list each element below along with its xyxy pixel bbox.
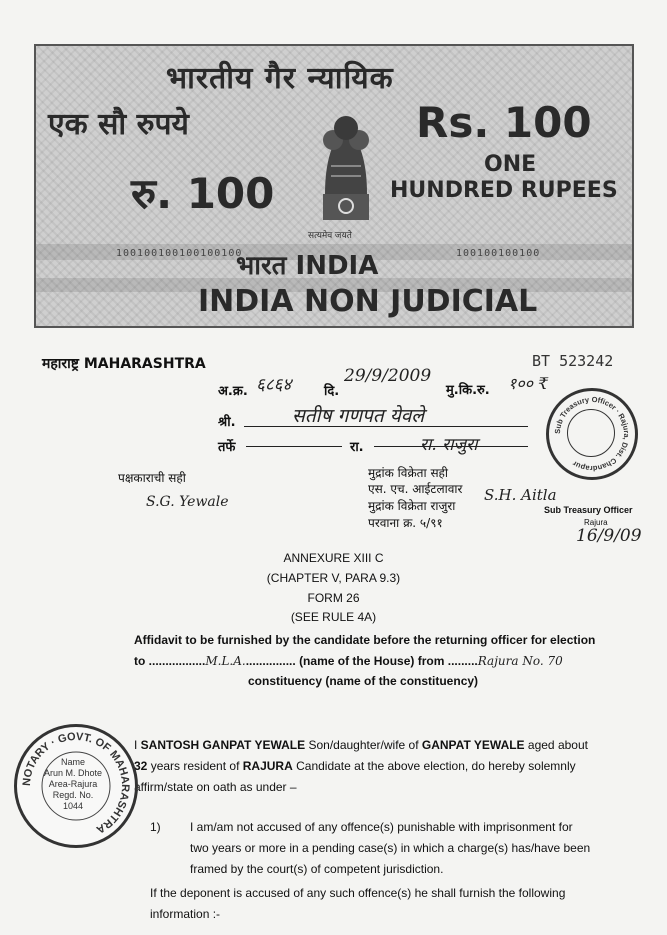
price-label: मु.कि.रु. [446,383,490,398]
item-number: 1) [150,820,161,834]
stamp-value-words-2: HUNDRED RUPEES [390,178,618,203]
date-label: दि. [324,384,340,399]
note-line-1: If the deponent is accused of any such offence(s) he shall furnish the following [150,886,566,900]
annexure-title: ANNEXURE XIII C [283,551,384,565]
rule-line: (SEE RULE 4A) [290,610,377,624]
intro-line-1: I SANTOSH GANPAT YEWALE Son/daughter/wife of GANPAT YEWALE aged about [134,738,588,752]
stamp-india: भारत INDIA [236,251,379,281]
affidavit-to-line: to .................M.L.A................ (name of the House) from .........Rajura No. 70 [134,654,563,668]
treasury-label: Sub Treasury Officer [544,505,633,515]
stamp-microtext: 100100100100 [456,248,541,259]
name-value: सतीष गणपत येवले [292,405,425,427]
treasury-seal-text-icon [549,391,635,477]
stamp-paper [34,44,634,328]
price-value: १०० ₹ [508,374,549,393]
item-text-1: I am/am not accused of any offence(s) punishable with imprisonment for [190,820,573,834]
party-signature: S.G. Yewale [146,494,229,510]
sr-no-value: ६८६४ [256,375,292,395]
treasury-date: 16/9/09 [576,526,642,546]
date-value: 29/9/2009 [344,366,432,386]
constituency-value: Rajura No. 70 [477,654,563,668]
stamp-value-hindi-num: रु. 100 [131,169,275,218]
stamp-microtext: 100100100100100100 [116,248,243,259]
residence-label: रा. [350,440,364,455]
svg-text:Sub Treasury Officer · Rajura,: Sub Treasury Officer · Rajura, Dist. Chandrapur [552,394,632,474]
stamp-value-words-1: ONE [484,152,537,177]
stamp-serial-number: BT 523242 [532,352,614,370]
notary-area: Area-Rajura [48,779,98,789]
ashoka-emblem-icon [311,106,381,226]
father-name: GANPAT YEWALE [421,738,525,752]
notary-regd-label: Regd. No. [52,790,94,800]
item-text-2: two years or more in a pending case(s) in which a charge(s) has/have been [190,841,591,855]
vendor-name: एस. एच. आईटलावार [368,482,463,496]
svg-text:NOTARY · GOVT. OF MAHARASHTRA: NOTARY · GOVT. OF MAHARASHTRA [20,730,132,836]
stamp-non-judicial: INDIA NON JUDICIAL [198,284,538,319]
licence-number: परवाना क्र. ५/९१ [368,516,443,530]
treasury-seal [546,388,638,480]
sr-no-label: अ.क्र. [218,384,248,399]
residence-value: रा. राजुरा [420,435,478,455]
note-line-2: information :- [150,907,221,921]
party-sign-label: पक्षकाराची सही [118,471,186,485]
name-label: श्री. [218,415,236,430]
state-name: महाराष्ट्र MAHARASHTRA [42,356,206,372]
stamp-motto: सत्यमेव जयते [308,230,352,240]
intro-line-3: affirm/state on oath as under – [134,780,297,794]
deponent-place: RAJURA [242,759,293,773]
vendor-sign-label: मुद्रांक विक्रेता सही [368,466,449,480]
form-number: FORM 26 [307,591,360,605]
stamp-title-hindi: भारतीय गैर न्यायिक [166,61,394,96]
affidavit-title: Affidavit to be furnished by the candidate before the returning officer for election [134,633,596,647]
vendor-signature: S.H. Aitla [484,486,557,504]
stamp-value-hindi-words: एक सौ रुपये [48,107,189,142]
notary-name-label: Name [60,757,85,767]
chapter-line: (CHAPTER V, PARA 9.3) [266,571,401,585]
notary-name: Arun M. Dhote [43,768,103,778]
on-behalf-label: तर्फे [218,440,236,455]
vendor-place: मुद्रांक विक्रेता राजुरा [368,499,456,513]
notary-seal [14,724,138,848]
deponent-age: 32 [134,759,148,773]
intro-line-2: 32 years resident of RAJURA Candidate at the above election, do hereby solemnly [134,759,576,773]
item-text-3: framed by the court(s) of competent jurisdiction. [190,862,444,876]
house-value: M.L.A. [205,654,246,668]
on-behalf-line [246,446,342,447]
constituency-label: constituency (name of the constituency) [248,674,479,688]
treasury-place: Rajura [584,518,608,527]
deponent-name: SANTOSH GANPAT YEWALE [140,738,306,752]
stamp-value-rs: Rs. 100 [416,98,592,147]
notary-regd-no: 1044 [62,801,84,811]
